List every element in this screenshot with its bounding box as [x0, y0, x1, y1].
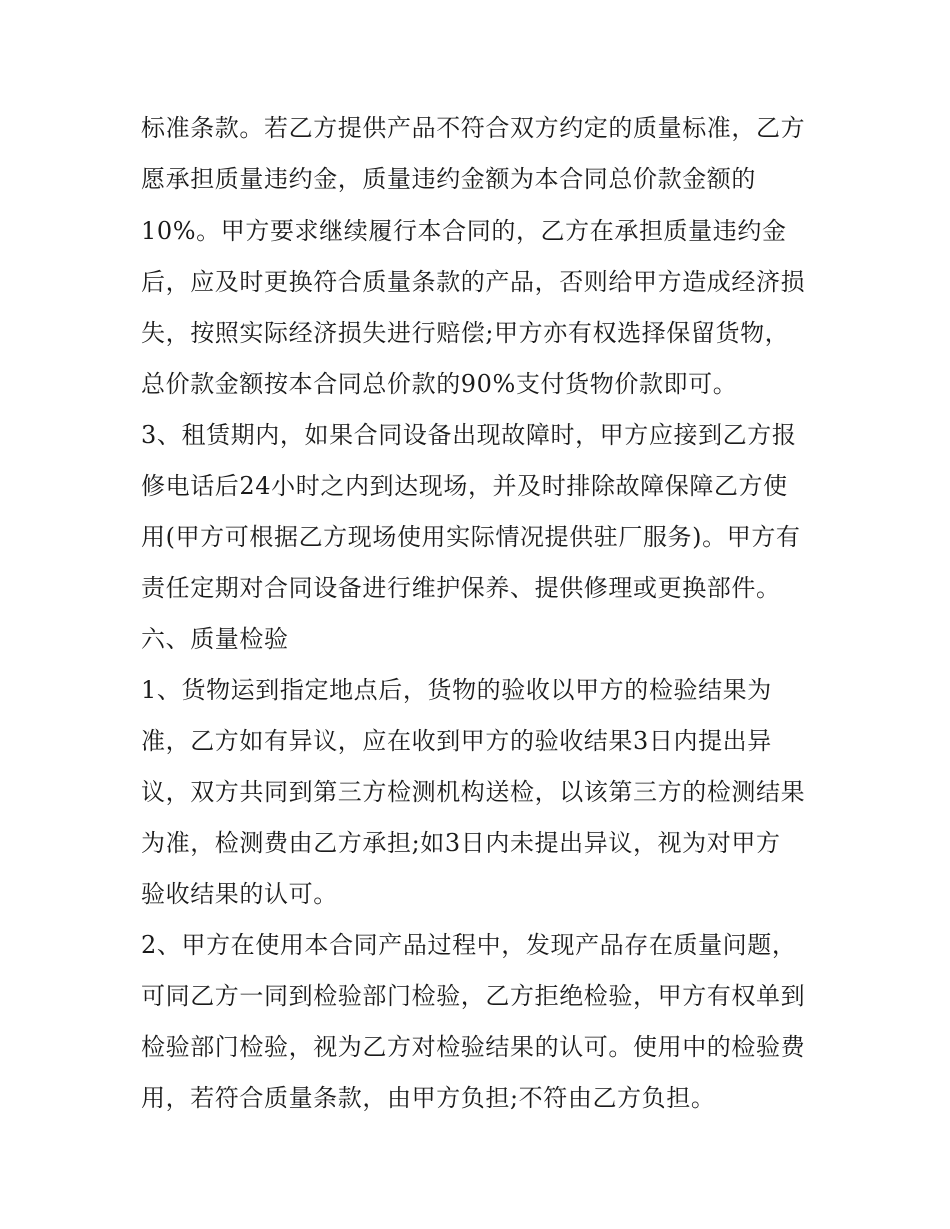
text-line: 准，乙方如有异议，应在收到甲方的验收结果3日内提出异 [141, 727, 772, 755]
text-line: 检验部门检验，视为乙方对检验结果的认可。使用中的检验费 [141, 1033, 806, 1061]
section-heading: 六、质量检验 [141, 625, 289, 653]
text-line: 责任定期对合同设备进行维护保养、提供修理或更换部件。 [141, 574, 781, 602]
text-line: 标准条款。若乙方提供产品不符合双方约定的质量标准，乙方 [141, 114, 806, 142]
text-line: 用(甲方可根据乙方现场使用实际情况提供驻厂服务)。甲方有 [141, 523, 801, 551]
text-line: 后，应及时更换符合质量条款的产品，否则给甲方造成经济损 [141, 268, 806, 296]
text-line: 用，若符合质量条款，由甲方负担;不符由乙方负担。 [141, 1084, 716, 1112]
text-line: 3、租赁期内，如果合同设备出现故障时，甲方应接到乙方报 [141, 421, 797, 449]
text-line: 验收结果的认可。 [141, 880, 338, 908]
text-line: 1、货物运到指定地点后，货物的验收以甲方的检验结果为 [141, 676, 772, 704]
text-line: 失，按照实际经济损失进行赔偿;甲方亦有权选择保留货物， [141, 319, 790, 347]
text-line: 为准，检测费由乙方承担;如3日内未提出异议，视为对甲方 [141, 829, 781, 857]
text-line: 议，双方共同到第三方检测机构送检，以该第三方的检测结果 [141, 778, 806, 806]
text-line: 修电话后24小时之内到达现场，并及时排除故障保障乙方使 [141, 472, 788, 500]
text-line: 10%。甲方要求继续履行本合同的，乙方在承担质量违约金 [141, 217, 787, 245]
text-line: 愿承担质量违约金，质量违约金额为本合同总价款金额的 [141, 165, 756, 193]
text-line: 总价款金额按本合同总价款的90%支付货物价款即可。 [141, 370, 738, 398]
text-line: 可同乙方一同到检验部门检验，乙方拒绝检验，甲方有权单到 [141, 982, 806, 1010]
text-line: 2、甲方在使用本合同产品过程中，发现产品存在质量问题， [141, 931, 797, 959]
